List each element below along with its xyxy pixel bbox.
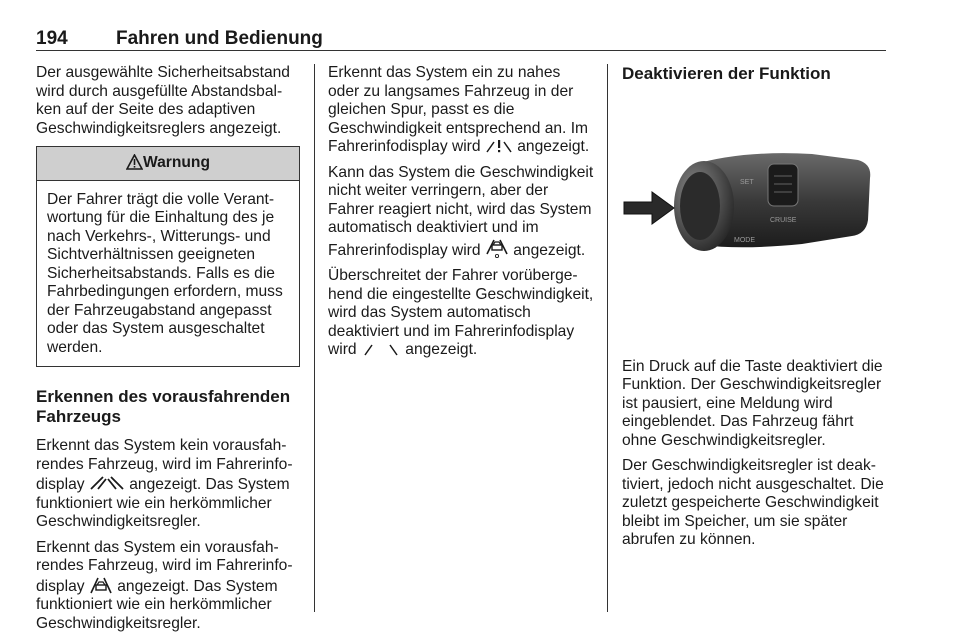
figure-label-cruise: CRUISE	[770, 217, 797, 224]
column-2	[328, 64, 594, 367]
paragraph-memory: Der Geschwindigkeitsregler ist deaktiviert, jedoch nicht ausgeschaltet. Die zuletzt gespeicherte Geschwindigkeit bleibt im Speicher, um sie später abrufen zu können.	[622, 457, 884, 548]
chapter-title: Fahren und Bedienung	[116, 28, 323, 49]
warning-title: Warnung	[143, 154, 210, 171]
road-no-vehicle-icon	[89, 474, 125, 492]
text-segment: Erkennt das System kein vorausfahrendes Fahrzeug, wird im Fahrerinfodisplay	[36, 437, 293, 493]
figure-label-mode: MODE	[734, 237, 755, 244]
paragraph-too-close	[328, 64, 594, 157]
warning-triangle-icon	[126, 154, 143, 170]
paragraph-press: Ein Druck auf die Taste deaktiviert die Funktion. Der Geschwindigkeitsregler ist pausiert, eine Meldung wird eingeblendet. Das Fahrzeug fährt ohne Geschwindigkeitsregler.	[622, 357, 883, 449]
lane-warning-icon	[485, 138, 513, 154]
text-segment: Erkennt das System ein zu nahes oder zu langsames Fahrzeug in der gleichen Spur, passt es die Geschwindigkeit entsprechend an. Im Fahrerinfodisplay wird	[328, 64, 589, 155]
figure-label-set: SET	[740, 179, 754, 186]
column-3	[622, 64, 888, 557]
text-segment: angezeigt. Das System funktioniert wie ein herkömmlicher Geschwindigkeitsregler.	[36, 476, 290, 530]
vehicle-ahead-icon	[89, 576, 113, 594]
text-segment: angezeigt.	[513, 241, 586, 259]
warning-header	[37, 147, 299, 181]
intro-paragraph: Der ausgewählte Sicherheitsabstand wird durch ausgefüllte Abstandsbalken auf der Seite des adaptiven Geschwindigkeitsreglers angezeigt.	[36, 64, 290, 137]
text-segment: angezeigt.	[517, 138, 590, 155]
paragraph-no-vehicle	[36, 437, 300, 532]
cruise-control-lever-figure	[622, 110, 888, 306]
warning-box	[36, 146, 300, 367]
column-divider	[314, 64, 315, 612]
text-segment: angezeigt. Das System funktioniert wie ein herkömmlicher Geschwindigkeitsregler.	[36, 577, 278, 632]
column-1	[36, 64, 300, 640]
vehicle-collision-icon	[485, 238, 509, 258]
paragraph-override	[328, 267, 594, 360]
text-segment: Kann das System die Geschwindigkeit nicht weiter verringern, aber der Fahrer reagiert nicht, wird das System automatisch deaktiviert und im Fahrerinfodisplay wird	[328, 163, 594, 259]
paragraph-auto-deactivate	[328, 164, 594, 261]
warning-text: Der Fahrer trägt die volle Verantwortung für die Einhaltung des je nach Verkehrs-, Witterungs- und Sichtverhältnissen geeigneten Sicherheitsabstands. Falls es die Fahrbedingungen erfordern, muss der Fahrzeugabstand angepasst oder das System ausgeschaltet werden.	[47, 190, 283, 356]
section-heading: Erkennen des vorausfahrenden Fahrzeugs	[36, 387, 291, 426]
page-number: 194	[36, 28, 68, 49]
lane-lines-icon	[361, 341, 401, 357]
column-divider	[607, 64, 608, 612]
section-heading-deactivate: Deaktivieren der Funktion	[622, 64, 831, 83]
text-segment: Überschreitet der Fahrer vorübergehend die eingestellte Geschwindigkeit, wird das System automatisch deaktiviert und im Fahrerinfodisplay wird	[328, 267, 594, 358]
text-segment: Erkennt das System ein vorausfahrendes Fahrzeug, wird im Fahrerinfodisplay	[36, 538, 293, 595]
page-header	[36, 24, 886, 51]
text-segment: angezeigt.	[405, 341, 478, 358]
press-arrow-icon	[624, 192, 674, 224]
paragraph-vehicle-detected	[36, 539, 300, 634]
